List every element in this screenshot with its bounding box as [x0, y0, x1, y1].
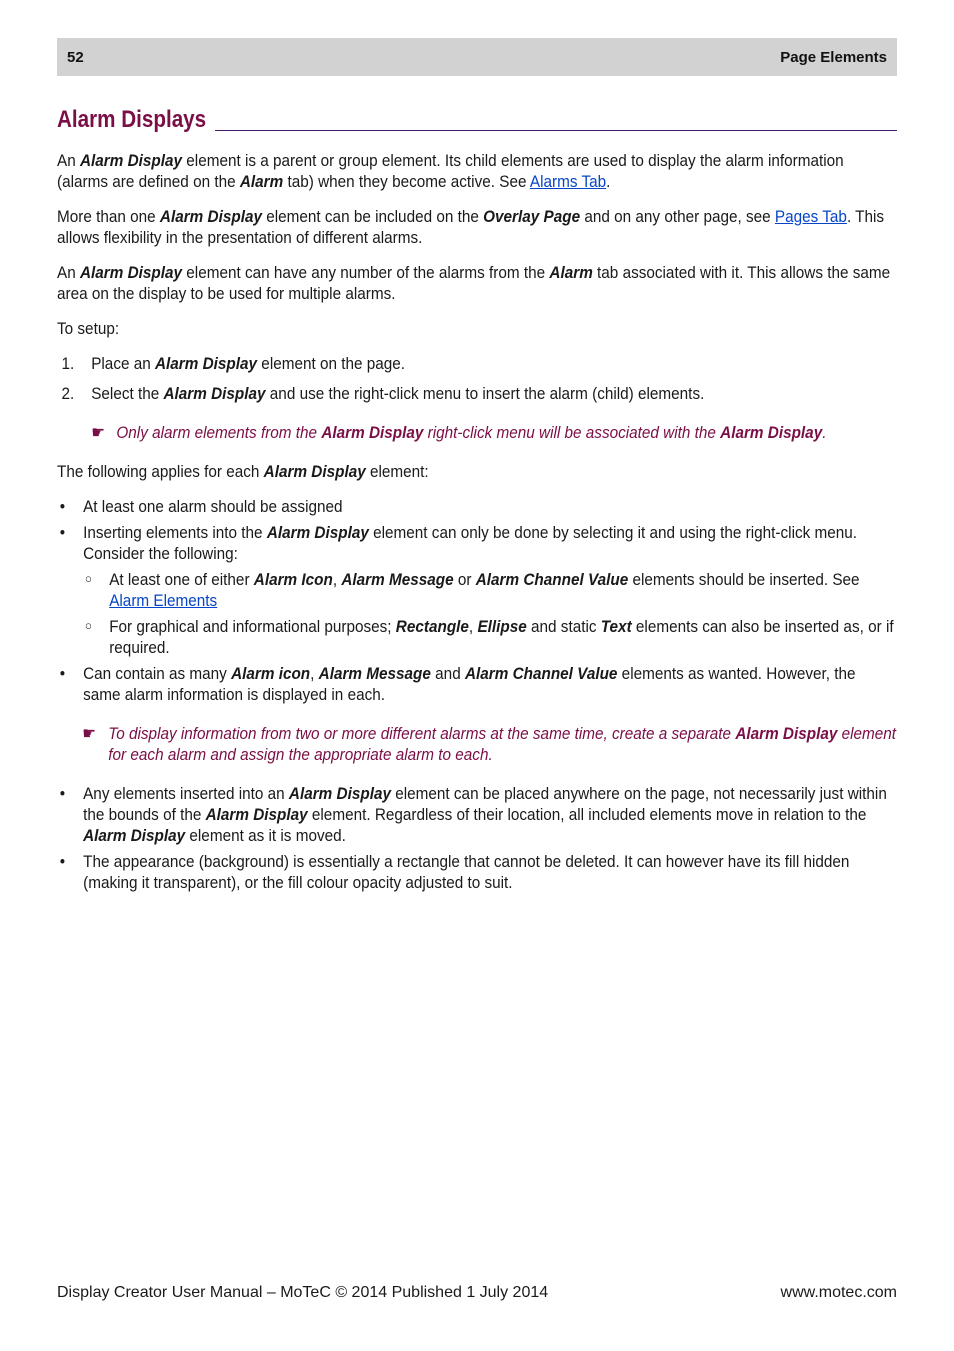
bullet-icon: •	[59, 852, 66, 871]
term: Alarm Display	[288, 784, 391, 803]
text: and static	[526, 617, 601, 636]
text: The following applies for each	[57, 462, 264, 481]
term: Alarm Display	[263, 462, 366, 481]
text: element. Regardless of their location, all included elements move in relation to the	[307, 805, 867, 824]
bullet-item	[57, 496, 896, 517]
text: element can only be done by selecting it and using the right-click menu. Consider the following:	[83, 523, 858, 563]
term: Alarm Message	[341, 570, 454, 589]
text: element as it is moved.	[185, 826, 346, 845]
text: element can be placed anywhere on the page, not necessarily just within the bounds of the	[83, 784, 887, 824]
alarms-tab-link[interactable]: Alarms Tab	[529, 172, 607, 191]
title-row	[57, 108, 897, 132]
text: Only alarm elements from the	[116, 423, 322, 442]
step-2	[57, 383, 896, 404]
text: Place an	[91, 354, 156, 373]
text: element is a parent or group element. Its child elements are used to display the alarm information (alarms are defined on the	[57, 151, 844, 191]
page-header	[57, 38, 897, 76]
applies-paragraph	[57, 461, 896, 482]
term: Alarm Display	[163, 384, 266, 403]
pointing-hand-icon: ☛	[82, 724, 96, 743]
term: Alarm Display	[205, 805, 308, 824]
setup-label: To setup:	[57, 319, 120, 338]
alarms-paragraph	[57, 262, 896, 304]
step-number: 2.	[61, 384, 75, 403]
text: The appearance (background) is essentially a rectangle that cannot be deleted. It can however have its fill hidden (making it transparent), or the fill colour opacity adjusted to suit.	[83, 852, 850, 892]
bullet-item	[57, 522, 896, 564]
text: Inserting elements into the	[83, 523, 267, 542]
footer-website: www.motec.com	[780, 1284, 897, 1301]
term: Alarm	[549, 263, 593, 282]
page-number: 52	[67, 48, 84, 66]
bullet-item	[57, 783, 896, 846]
bullet-icon: •	[59, 784, 66, 803]
bullet-icon: •	[59, 523, 66, 542]
term: Alarm Display	[79, 151, 183, 170]
text: ,	[332, 570, 342, 589]
alarm-elements-link[interactable]: Alarm Elements	[109, 591, 218, 610]
text: elements can also be inserted as, or if required.	[109, 617, 894, 657]
overlay-paragraph	[57, 206, 896, 248]
text: and use the right-click menu to insert the alarm (child) elements.	[265, 384, 705, 403]
note-associated	[57, 422, 896, 443]
text: element can be included on the	[261, 207, 484, 226]
pages-tab-link[interactable]: Pages Tab	[774, 207, 847, 226]
text: right-click menu will be associated with the	[423, 423, 721, 442]
bullet-icon: •	[59, 497, 66, 516]
text: and on any other page, see	[580, 207, 775, 226]
sub-bullet-item	[57, 569, 896, 611]
text: or	[453, 570, 476, 589]
page-footer	[57, 1284, 897, 1302]
text: .	[822, 423, 827, 442]
text: tab) when they become active. See	[283, 172, 530, 191]
term: Alarm Display	[266, 523, 369, 542]
term: Alarm Icon	[253, 570, 333, 589]
text: and	[430, 664, 465, 683]
circle-bullet-icon: ○	[84, 618, 92, 633]
term: Rectangle	[395, 617, 469, 636]
text: More than one	[57, 207, 160, 226]
content-body	[57, 150, 896, 898]
text: ,	[468, 617, 478, 636]
term: Alarm Display	[79, 263, 183, 282]
term: Alarm Display	[155, 354, 258, 373]
text: elements should be inserted. See	[628, 570, 860, 589]
text: . This allows flexibility in the presentation of different alarms.	[57, 207, 885, 247]
pointing-hand-icon: ☛	[91, 423, 105, 442]
note-separate-display	[57, 723, 896, 765]
intro-paragraph	[57, 150, 896, 192]
bullet-icon: •	[59, 664, 66, 683]
term: Alarm Display	[735, 724, 838, 743]
term: Overlay Page	[483, 207, 581, 226]
bullet-item	[57, 851, 896, 893]
term: Ellipse	[477, 617, 527, 636]
page-title: Alarm Displays	[57, 106, 207, 133]
step-number: 1.	[61, 354, 75, 373]
text: At least one alarm should be assigned	[83, 497, 343, 516]
text: ,	[310, 664, 319, 683]
text: tab associated with it. This allows the same area on the display to be used for multiple alarms.	[57, 263, 891, 303]
term: Alarm icon	[231, 664, 311, 683]
text: elements as wanted. However, the same alarm information is displayed in each.	[83, 664, 856, 704]
text: For graphical and informational purposes;	[109, 617, 396, 636]
sub-bullet-item	[57, 616, 896, 658]
text: element for each alarm and assign the appropriate alarm to each.	[108, 724, 897, 764]
text: An	[57, 263, 80, 282]
step-1	[57, 353, 896, 374]
text: element:	[365, 462, 429, 481]
text: element on the page.	[257, 354, 406, 373]
term: Alarm Channel Value	[464, 664, 618, 683]
term: Alarm Display	[321, 423, 424, 442]
term: Alarm Channel Value	[475, 570, 629, 589]
term: Alarm Message	[318, 664, 431, 683]
text: To display information from two or more different alarms at the same time, create a separate	[108, 724, 736, 743]
main-content	[57, 150, 897, 898]
section-name: Page Elements	[780, 48, 887, 66]
footer-copyright: Display Creator User Manual – MoTeC © 2014 Published 1 July 2014	[57, 1284, 549, 1301]
term: Alarm Display	[159, 207, 262, 226]
term: Alarm Display	[720, 423, 823, 442]
text: element can have any number of the alarms from the	[182, 263, 550, 282]
text: Select the	[91, 384, 164, 403]
text: Any elements inserted into an	[83, 784, 289, 803]
text: .	[606, 172, 611, 191]
circle-bullet-icon: ○	[84, 571, 92, 586]
text: Can contain as many	[83, 664, 232, 683]
title-rule	[215, 130, 897, 131]
text: An	[57, 151, 80, 170]
text: At least one of either	[109, 570, 254, 589]
term: Alarm Display	[83, 826, 186, 845]
term: Text	[600, 617, 632, 636]
bullet-item	[57, 663, 896, 705]
term: Alarm	[239, 172, 284, 191]
